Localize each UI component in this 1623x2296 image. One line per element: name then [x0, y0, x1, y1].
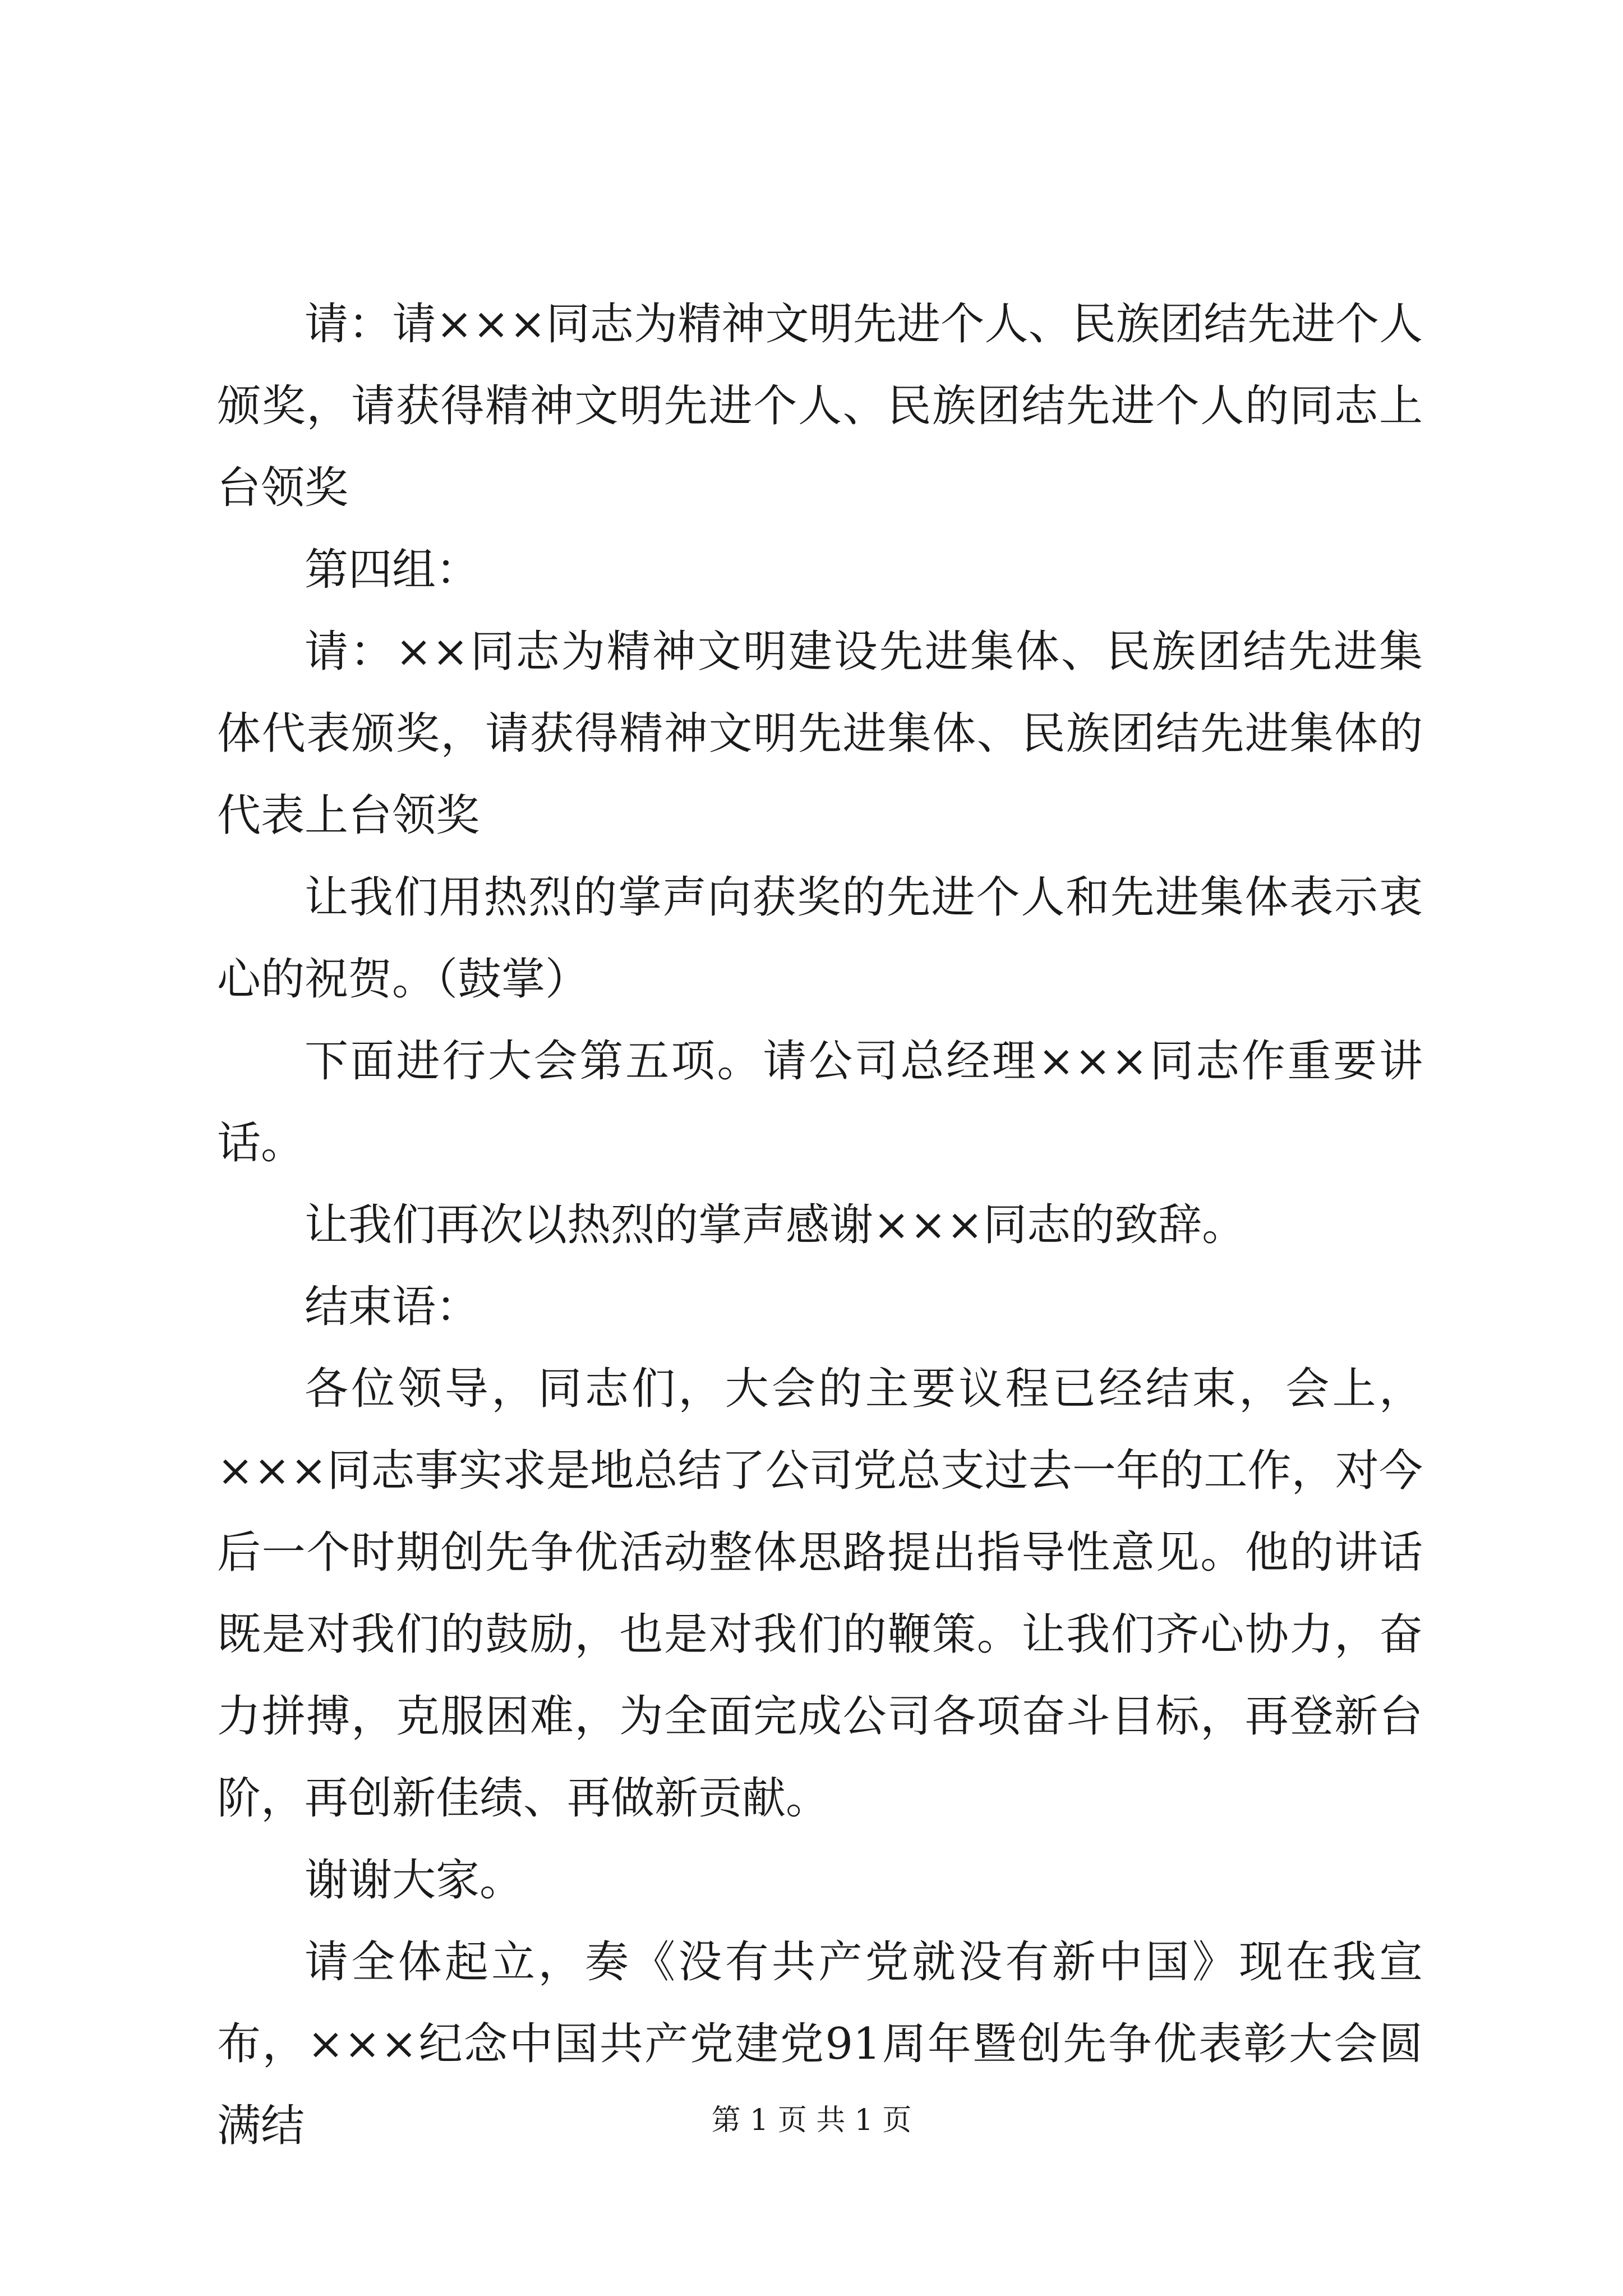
paragraph-group-four: 第四组：	[305, 545, 480, 595]
paragraph-agenda-item-five: 下面进行大会第五项。请公司总经理×××同志作重要讲话。	[217, 1036, 1423, 1168]
paragraph-applause: 让我们用热烈的掌声向获奖的先进个人和先进集体表示衷心的祝贺。（鼓掌）	[217, 872, 1423, 1005]
paragraph-thanks-speech: 让我们再次以热烈的掌声感谢×××同志的致辞。	[305, 1200, 1246, 1250]
document-body	[217, 283, 1423, 2167]
paragraph-closing-remarks: 各位领导，同志们，大会的主要议程已经结束，会上，×××同志事实求是地总结了公司党总支过去一年的工作，对今后一个时期创先争优活动整体思路提出指导性意见。他的讲话既是对我们的鼓励，也是对我们的鞭策。让我们齐心协力，奋力拼搏，克服困难，为全面完成公司各项奋斗目标，再登新台阶，再创新佳绩、再做新贡献。	[217, 1364, 1423, 1824]
paragraph-closing-heading: 结束语：	[305, 1282, 480, 1332]
paragraph-award-individual: 请：请×××同志为精神文明先进个人、民族团结先进个人颁奖，请获得精神文明先进个人、民族团结先进个人的同志上台领奖	[217, 299, 1423, 513]
paragraph-anthem-announcement: 请全体起立，奏《没有共产党就没有新中国》现在我宣布，×××纪念中国共产党建党91周年暨创先争优表彰大会圆满结	[217, 1937, 1423, 2151]
page-footer: 第 1 页 共 1 页	[711, 2104, 912, 2137]
paragraph-thank-you: 谢谢大家。	[305, 1855, 524, 1906]
paragraph-award-collective: 请：××同志为精神文明建设先进集体、民族团结先进集体代表颁奖，请获得精神文明先进集体、民族团结先进集体的代表上台领奖	[217, 627, 1423, 841]
